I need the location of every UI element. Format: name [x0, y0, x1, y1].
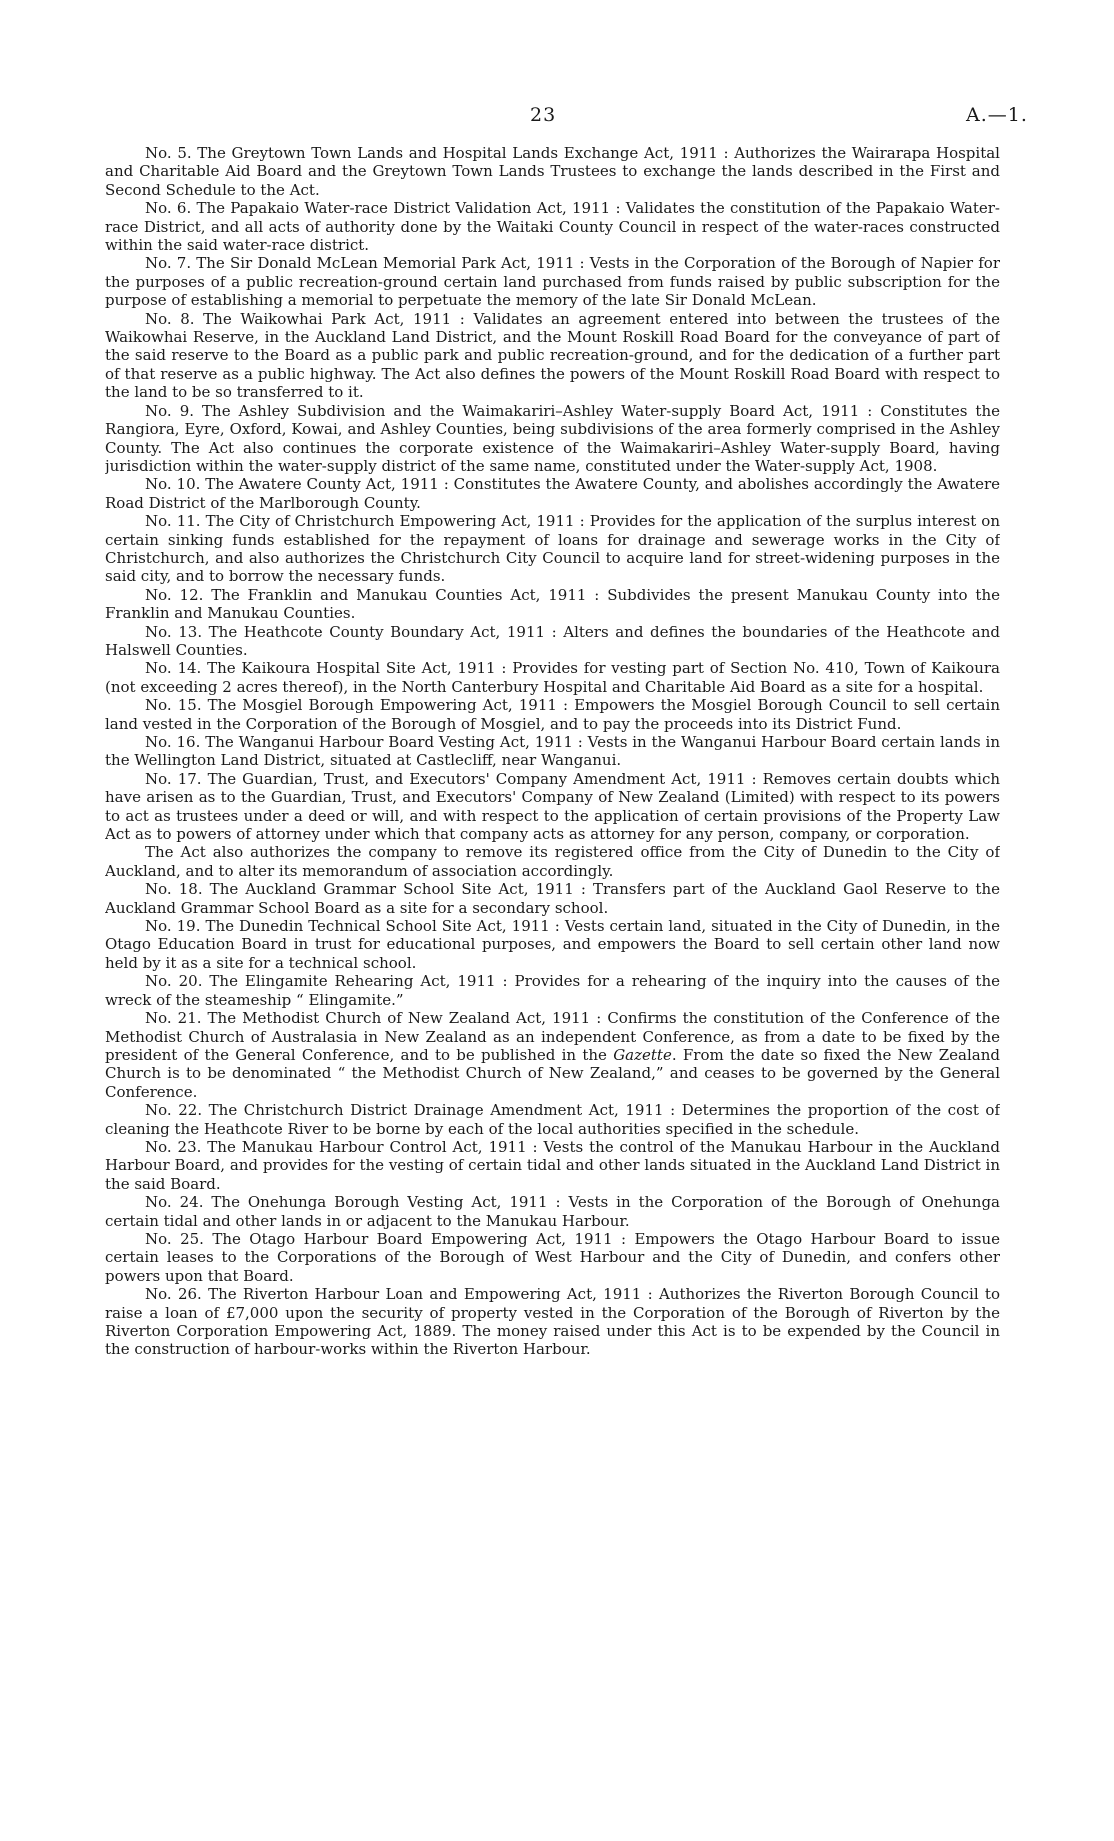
act-description: Empowers the Mosgiel Borough Council to sell certain land vested in the Corporation of the Borough of Mosgiel, and to pay the proceeds into its District Fund.: [105, 696, 1000, 733]
act-paragraph-no-18: [105, 880, 1000, 917]
page-number: 23: [530, 104, 557, 126]
act-description: Provides for a rehearing of the inquiry into the causes of the wreck of the steameship “ Elingamite.”: [105, 972, 1000, 1009]
act-description: Vests certain land, situated in the City of Dunedin, in the Otago Education Board in trust for educational purposes, and empowers the Board to sell certain other land now held by it as a site for a technical school.: [105, 917, 1000, 972]
act-heading: No. 8. The Waikowhai Park Act, 1911 :: [145, 309, 465, 328]
act-description: Subdivides the present Manukau County into the Franklin and Manukau Counties.: [105, 585, 1000, 623]
act-heading: No. 6. The Papakaio Water-race District Validation Act, 1911 :: [145, 199, 621, 218]
act-paragraph-no-10: [105, 475, 1000, 512]
act-description: The Act also authorizes the company to remove its registered office from the City of Dunedin to the City of Auckland, and to alter its memorandum of association accordingly.: [105, 843, 1000, 880]
act-heading: No. 23. The Manukau Harbour Control Act, 1911 :: [145, 1137, 538, 1156]
act-heading: No. 19. The Dunedin Technical School Site Act, 1911 :: [145, 917, 560, 936]
act-heading: No. 16. The Wanganui Harbour Board Vesting Act, 1911 :: [145, 733, 583, 751]
act-heading: No. 7. The Sir Donald McLean Memorial Park Act, 1911 :: [145, 254, 585, 273]
act-heading: No. 21. The Methodist Church of New Zealand Act, 1911 :: [145, 1009, 602, 1028]
act-description: Confirms the constitution of the Conference of the Methodist Church of Australasia in New Zealand as an independent Conference, as from a date to be fixed by the president of the General Conference, and to be published in the: [105, 1009, 1000, 1064]
act-paragraph-no-8: [105, 310, 1000, 402]
act-description: Determines the proportion of the cost of cleaning the Heathcote River to be borne by each of the local authorities specified in the schedule.: [105, 1101, 1000, 1138]
act-heading: No. 5. The Greytown Town Lands and Hospital Lands Exchange Act, 1911 :: [145, 144, 729, 162]
act-heading: No. 24. The Onehunga Borough Vesting Act, 1911 :: [145, 1193, 561, 1212]
act-description: Validates an agreement entered into between the trustees of the Waikowhai Reserve, in the Auckland Land District, and the Mount Roskill Road Board for the conveyance of part of the said reserve to the Board as a public park and public recreation-ground, and for the dedication of a further part of that reserve as a public highway. The Act also defines the powers of the Mount Roskill Road Board with respect to the land to be so transferred to it.: [105, 309, 1000, 402]
act-paragraph-no-20: [105, 972, 1000, 1009]
act-heading: No. 10. The Awatere County Act, 1911 :: [145, 475, 449, 494]
act-paragraph-no-17: [105, 770, 1000, 844]
act-heading: No. 17. The Guardian, Trust, and Executors' Company Amendment Act, 1911 :: [145, 769, 757, 788]
act-heading: No. 12. The Franklin and Manukau Counties Act, 1911 :: [145, 585, 600, 604]
act-paragraph-no-5: [105, 144, 1000, 199]
act-paragraph-no-7: [105, 254, 1000, 309]
act-paragraph-no-19: [105, 917, 1000, 972]
act-paragraph-no-22: [105, 1101, 1000, 1138]
act-heading: No. 9. The Ashley Subdivision and the Waimakariri–Ashley Water-supply Board Act, 1911 :: [145, 401, 873, 420]
act-paragraph-no-21: [105, 1009, 1000, 1101]
act-heading: No. 14. The Kaikoura Hospital Site Act, 1911 :: [145, 659, 507, 678]
gazette-italic: Gazette: [613, 1045, 672, 1064]
act-description: Vests in the Corporation of the Borough of Onehunga certain tidal and other lands in or adjacent to the Manukau Harbour.: [105, 1193, 1000, 1230]
act-paragraph-no-17-continued: [105, 843, 1000, 880]
act-description: Provides for vesting part of Section No. 410, Town of Kaikoura (not exceeding 2 acres thereof), in the North Canterbury Hospital and Charitable Aid Board as a site for a hospital.: [105, 659, 1000, 696]
act-description: Vests in the Corporation of the Borough of Napier for the purposes of a public recreation-ground certain land purchased from funds raised by public subscription for the purpose of establishing a memorial to perpetuate the memory of the late Sir Donald McLean.: [105, 254, 1000, 310]
act-paragraph-no-14: [105, 659, 1000, 696]
act-description: Transfers part of the Auckland Gaol Reserve to the Auckland Grammar School Board as a site for a secondary school.: [105, 880, 1000, 917]
act-description: Empowers the Otago Harbour Board to issue certain leases to the Corporations of the Borough of West Harbour and the City of Dunedin, and confers other powers upon that Board.: [105, 1229, 1000, 1285]
act-paragraph-no-6: [105, 199, 1000, 254]
act-paragraph-no-11: [105, 512, 1000, 586]
act-description: Vests the control of the Manukau Harbour in the Auckland Harbour Board, and provides for the vesting of certain tidal and other lands situated in the Auckland Land District in the said Board.: [105, 1137, 1000, 1193]
act-heading: No. 18. The Auckland Grammar School Site Act, 1911 :: [145, 880, 586, 899]
document-reference: A.—1.: [966, 104, 1028, 126]
act-paragraph-no-15: [105, 696, 1000, 733]
act-description: Removes certain doubts which have arisen as to the Guardian, Trust, and Executors' Company of New Zealand (Limited) with respect to its powers to act as trustees under a deed or will, and with respect to the application of certain provisions of the Property Law Act as to powers of attorney under which that company acts as attorney for any person, company, or corporation.: [105, 769, 1000, 844]
act-heading: No. 15. The Mosgiel Borough Empowering Act, 1911 :: [145, 696, 569, 715]
page-header: [0, 104, 1114, 128]
act-description: Constitutes the Rangiora, Eyre, Oxford, Kowai, and Ashley Counties, being subdivisions of the area formerly comprised in the Ashley County. The Act also continues the corporate existence of the Waimakariri–Ashley Water-supply Board, having jurisdiction within the water-supply district of the same name, constituted under the Water-supply Act, 1908.: [105, 401, 1000, 475]
act-summaries: [105, 144, 1000, 1824]
act-description-tail: . From the date so fixed the New Zealand Church is to be denominated “ the Methodist Church of New Zealand,” and ceases to be governed by the General Conference.: [105, 1045, 1000, 1101]
act-paragraph-no-25: [105, 1230, 1000, 1285]
act-description: Authorizes the Wairarapa Hospital and Charitable Aid Board and the Greytown Town Lands Trustees to exchange the lands described in the First and Second Schedule to the Act.: [105, 144, 1000, 199]
act-paragraph-no-23: [105, 1138, 1000, 1193]
act-heading: No. 13. The Heathcote County Boundary Act, 1911 :: [145, 622, 557, 641]
act-paragraph-no-24: [105, 1193, 1000, 1230]
act-paragraph-no-9: [105, 402, 1000, 476]
act-paragraph-no-12: [105, 586, 1000, 623]
act-description: Constitutes the Awatere County, and abolishes accordingly the Awatere Road District of the Marlborough County.: [105, 475, 1000, 512]
act-heading: No. 25. The Otago Harbour Board Empowering Act, 1911 :: [145, 1229, 627, 1248]
act-heading: No. 26. The Riverton Harbour Loan and Empowering Act, 1911 :: [145, 1285, 653, 1304]
act-heading: No. 11. The City of Christchurch Empowering Act, 1911 :: [145, 512, 585, 531]
act-description: Provides for the application of the surplus interest on certain sinking funds established for the repayment of loans for drainage and sewerage works in the City of Christchurch, and also authorizes the Christchurch City Council to acquire land for street-widening purposes in the said city, and to borrow the necessary funds.: [105, 512, 1000, 586]
act-paragraph-no-26: [105, 1285, 1000, 1359]
act-heading: No. 20. The Elingamite Rehearing Act, 1911 :: [145, 972, 508, 991]
act-description: Authorizes the Riverton Borough Council to raise a loan of £7,000 upon the security of property vested in the Corporation of the Borough of Riverton by the Riverton Corporation Empowering Act, 1889. The money raised under this Act is to be expended by the Council in the construction of harbour-works within the Riverton Harbour.: [105, 1285, 1000, 1359]
act-description: Alters and defines the boundaries of the Heathcote and Halswell Counties.: [105, 622, 1000, 659]
act-heading: No. 22. The Christchurch District Drainage Amendment Act, 1911 :: [145, 1101, 676, 1120]
act-description: Validates the constitution of the Papakaio Water-race District, and all acts of authority done by the Waitaki County Council in respect of the water-races constructed within the said water-race district.: [105, 199, 1000, 255]
act-paragraph-no-13: [105, 623, 1000, 660]
act-paragraph-no-16: [105, 733, 1000, 770]
act-description: Vests in the Wanganui Harbour Board certain lands in the Wellington Land District, situated at Castlecliff, near Wanganui.: [105, 733, 1000, 770]
